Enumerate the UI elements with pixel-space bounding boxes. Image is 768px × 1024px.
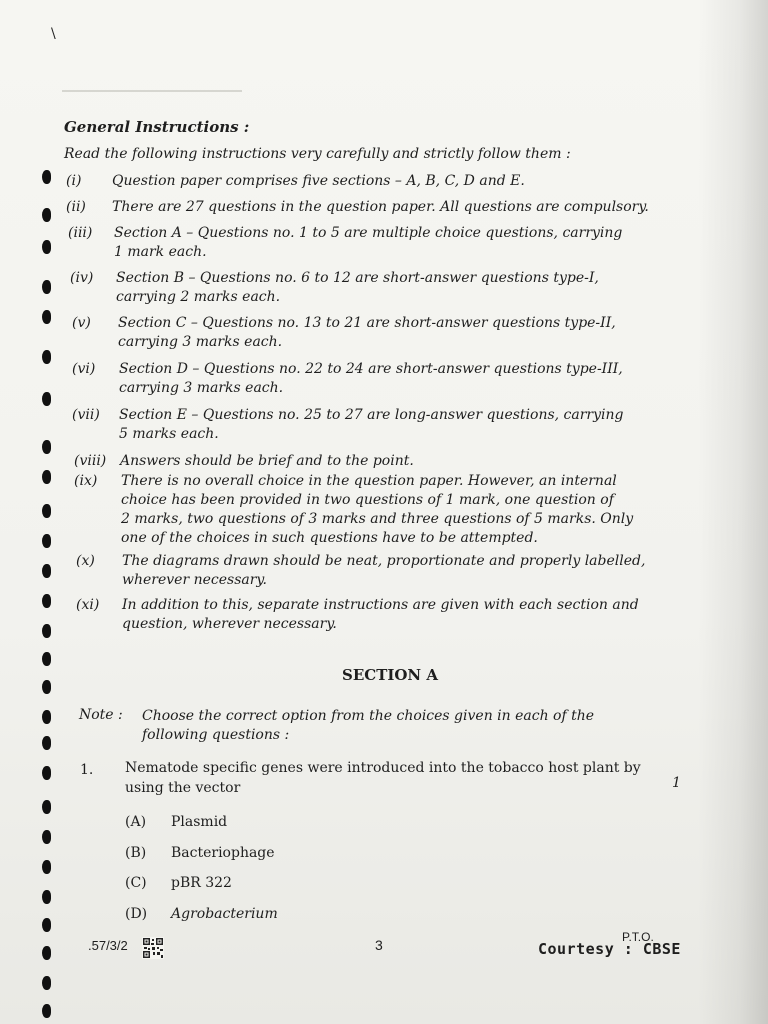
instruction-line: one of the choices in such questions have to be attempted. (121, 530, 538, 546)
option-label: (A) (125, 814, 147, 830)
binding-holes (30, 170, 60, 1020)
instruction-number: (v) (72, 315, 91, 331)
binding-hole (42, 504, 51, 518)
stray-mark: \ (51, 26, 56, 42)
instruction-number: (x) (76, 553, 95, 569)
instruction-line: 1 mark each. (114, 244, 207, 260)
instruction-text (122, 552, 650, 590)
option-text: Agrobacterium (171, 906, 278, 922)
qr-code-icon (142, 937, 164, 959)
binding-hole (42, 976, 51, 990)
instruction-text (114, 224, 650, 262)
binding-hole (42, 350, 51, 364)
courtesy-watermark: Courtesy : CBSE (538, 940, 681, 958)
binding-hole (42, 766, 51, 780)
note-label: Note : (79, 707, 123, 723)
instruction-line: carrying 3 marks each. (119, 380, 284, 396)
binding-hole (42, 534, 51, 548)
instruction-text (116, 269, 650, 307)
instruction-text (121, 472, 650, 548)
instruction-line: choice has been provided in two questions of 1 mark, one question of (121, 492, 614, 508)
instruction-number: (iv) (70, 270, 94, 286)
binding-hole (42, 652, 51, 666)
binding-hole (42, 594, 51, 608)
instruction-text (112, 198, 650, 217)
note-text: Choose the correct option from the choices given in each of the following questions : (142, 708, 595, 743)
instruction-number: (i) (66, 173, 82, 189)
binding-hole (42, 800, 51, 814)
instruction-text (112, 172, 650, 191)
binding-hole (42, 736, 51, 750)
instruction-number: (ix) (74, 473, 98, 489)
instruction-line: There is no overall choice in the question paper. However, an internal (121, 473, 617, 489)
option-label: (D) (125, 906, 148, 922)
binding-hole (42, 280, 51, 294)
option-text: Bacteriophage (171, 845, 275, 861)
instruction-text (120, 452, 650, 471)
faint-rule (62, 90, 242, 92)
instruction-text (119, 406, 650, 444)
general-instructions-heading: General Instructions : (64, 118, 250, 136)
instruction-number: (ii) (66, 199, 86, 215)
instruction-number: (vii) (72, 407, 100, 423)
binding-hole (42, 918, 51, 932)
binding-hole (42, 710, 51, 724)
binding-hole (42, 240, 51, 254)
binding-hole (42, 1004, 51, 1018)
instruction-number: (viii) (74, 453, 107, 469)
binding-hole (42, 890, 51, 904)
binding-hole (42, 624, 51, 638)
instruction-number: (iii) (68, 225, 93, 241)
option-c (125, 875, 232, 891)
instruction-number: (vi) (72, 361, 96, 377)
instruction-line: 2 marks, two questions of 3 marks and three questions of 5 marks. Only (121, 511, 634, 527)
instruction-text (118, 314, 650, 352)
instruction-line: There are 27 questions in the question paper. All questions are compulsory. (112, 199, 649, 215)
question-text: Nematode specific genes were introduced into the tobacco host plant by using the vector (125, 760, 641, 796)
instruction-line: The diagrams drawn should be neat, proportionate and properly labelled, (122, 553, 646, 569)
binding-hole (42, 208, 51, 222)
instruction-line: Answers should be brief and to the point. (120, 453, 414, 469)
section-title: SECTION A (341, 666, 439, 684)
pto-label: P.T.O. (622, 930, 654, 944)
instructions-intro: Read the following instructions very carefully and strictly follow them : (64, 146, 571, 162)
binding-hole (42, 170, 51, 184)
binding-hole (42, 470, 51, 484)
question-number: 1. (80, 762, 94, 778)
instruction-line: Section A – Questions no. 1 to 5 are multiple choice questions, carrying (114, 225, 623, 241)
instruction-line: carrying 3 marks each. (118, 334, 283, 350)
instruction-line: Question paper comprises five sections – A, B, C, D and E. (112, 173, 525, 189)
instruction-line: Section B – Questions no. 6 to 12 are short-answer questions type-I, (116, 270, 599, 286)
binding-hole (42, 830, 51, 844)
option-text: Plasmid (171, 814, 228, 830)
instruction-line: 5 marks each. (119, 426, 219, 442)
binding-hole (42, 946, 51, 960)
instruction-line: Section C – Questions no. 13 to 21 are short-answer questions type-II, (118, 315, 616, 331)
binding-hole (42, 392, 51, 406)
option-text: pBR 322 (171, 875, 232, 891)
instruction-text (119, 360, 650, 398)
binding-hole (42, 564, 51, 578)
page-number: 3 (375, 937, 383, 953)
option-a (125, 814, 227, 830)
instruction-line: carrying 2 marks each. (116, 289, 281, 305)
instruction-text (122, 596, 650, 634)
instruction-line: question, wherever necessary. (122, 616, 337, 632)
option-label: (C) (125, 875, 147, 891)
question-marks: 1 (672, 775, 681, 791)
binding-hole (42, 310, 51, 324)
binding-hole (42, 860, 51, 874)
instruction-line: In addition to this, separate instructions are given with each section and (122, 597, 639, 613)
instruction-line: Section E – Questions no. 25 to 27 are long-answer questions, carrying (119, 407, 624, 423)
instruction-line: Section D – Questions no. 22 to 24 are short-answer questions type-III, (119, 361, 623, 377)
page-shadow (698, 0, 768, 1024)
binding-hole (42, 440, 51, 454)
option-label: (B) (125, 845, 147, 861)
paper-code: .57/3/2 (88, 938, 128, 953)
instruction-number: (xi) (76, 597, 100, 613)
option-d (125, 906, 278, 922)
option-b (125, 845, 275, 861)
instruction-line: wherever necessary. (122, 572, 267, 588)
